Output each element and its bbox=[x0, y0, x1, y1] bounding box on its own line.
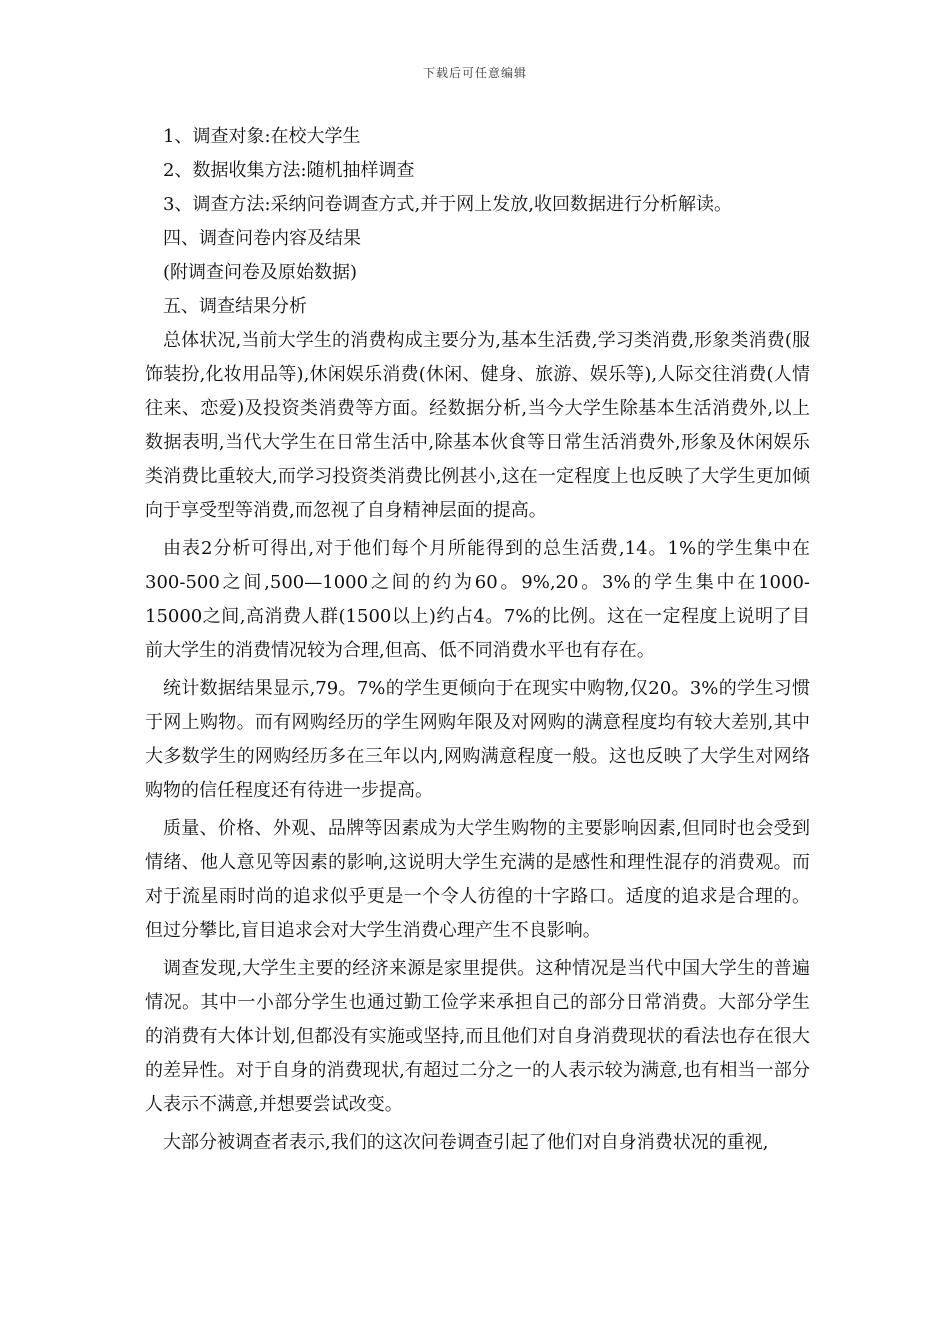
data-collection-method-item: 2、数据收集方法:随机抽样调查 bbox=[163, 160, 415, 181]
appendix-note: (附调查问卷及原始数据) bbox=[163, 262, 358, 283]
page-header: 下载后可任意编辑 bbox=[422, 66, 527, 80]
document-body bbox=[145, 120, 810, 1160]
section-heading-questionnaire: 四、调查问卷内容及结果 bbox=[163, 228, 361, 249]
paragraph-income-source: 调查发现,大学生主要的经济来源是家里提供。这种情况是当代中国大学生的普遍情况。其中一小部分学生也通过勤工俭学来承担自己的部分日常消费。大部分学生的消费有大体计划,但都没有实施或坚持,而且他们对自身消费现状的看法也存在很大的差异性。对于自身的消费现状,有超过二分之一的人表示较为满意,也有相当一部分人表示不满意,并想要尝试改变。 bbox=[145, 958, 810, 1115]
survey-subject-item: 1、调查对象:在校大学生 bbox=[163, 126, 361, 147]
paragraph-overall-status: 总体状况,当前大学生的消费构成主要分为,基本生活费,学习类消费,形象类消费(服饰装扮,化妆用品等),休闲娱乐消费(休闲、健身、旅游、娱乐等),人际交往消费(人情往来、恋爱)及投资类消费等方面。经数据分析,当今大学生除基本生活消费外,以上数据表明,当代大学生在日常生活中,除基本伙食等日常生活消费外,形象及休闲娱乐类消费比重较大,而学习投资类消费比例甚小,这在一定程度上也反映了大学生更加倾向于享受型等消费,而忽视了自身精神层面的提高。 bbox=[145, 330, 810, 521]
section-heading-analysis: 五、调查结果分析 bbox=[163, 296, 307, 317]
paragraph-living-expenses: 由表2分析可得出,对于他们每个月所能得到的总生活费,14。1%的学生集中在300-500之间,500—1000之间的约为60。9%,20。3%的学生集中在1000-15000之间,高消费人群(1500以上)约占4。7%的比例。这在一定程度上说明了目前大学生的消费情况较为合理,但高、低不同消费水平也有存在。 bbox=[145, 538, 810, 661]
paragraph-purchase-factors: 质量、价格、外观、品牌等因素成为大学生购物的主要影响因素,但同时也会受到情绪、他人意见等因素的影响,这说明大学生充满的是感性和理性混存的消费观。而对于流星雨时尚的追求似乎更是一个令人彷徨的十字路口。适度的追求是合理的。但过分攀比,盲目追求会对大学生消费心理产生不良影响。 bbox=[145, 818, 810, 941]
paragraph-online-shopping: 统计数据结果显示,79。7%的学生更倾向于在现实中购物,仅20。3%的学生习惯于网上购物。而有网购经历的学生网购年限及对网购的满意程度均有较大差别,其中大多数学生的网购经历多在三年以内,网购满意程度一般。这也反映了大学生对网络购物的信任程度还有待进一步提高。 bbox=[145, 678, 810, 801]
paragraph-survey-impact: 大部分被调查者表示,我们的这次问卷调查引起了他们对自身消费状况的重视, bbox=[163, 1132, 769, 1153]
survey-method-item: 3、调查方法:采纳问卷调查方式,并于网上发放,收回数据进行分析解读。 bbox=[163, 194, 732, 215]
